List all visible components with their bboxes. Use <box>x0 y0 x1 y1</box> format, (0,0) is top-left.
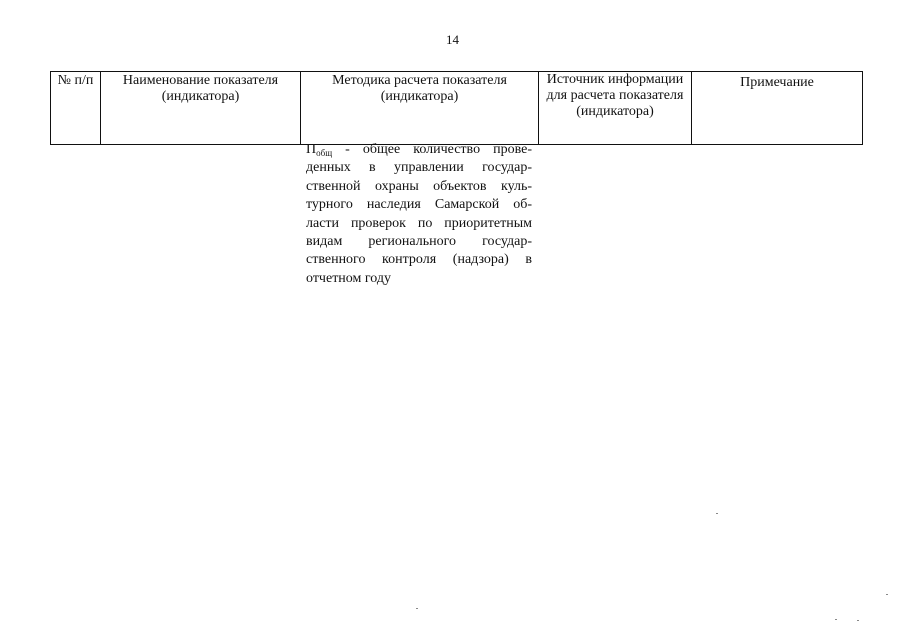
header-cell-information-source: Источник информации для расчета показателя (индикатора) <box>539 72 692 145</box>
header-cell-note: Примечание <box>692 72 863 145</box>
method-line-7: ственного контроля (надзора) в <box>306 252 532 268</box>
scan-speck <box>857 620 859 621</box>
page-number: 14 <box>446 32 459 47</box>
method-line-5: ласти проверок по приоритетным <box>306 215 532 231</box>
scan-speck <box>716 513 718 514</box>
calculation-method-text <box>306 141 532 288</box>
symbol: П <box>306 142 317 157</box>
method-line-3: ственной охраны объектов куль- <box>306 178 532 194</box>
method-line-8: отчетном году <box>306 270 392 286</box>
scan-speck <box>416 608 418 609</box>
method-line-1-text: - общее количество прове- <box>332 142 532 157</box>
indicator-table-header <box>50 71 863 145</box>
method-line-2: денных в управлении государ- <box>306 160 532 176</box>
symbol-subscript: общ <box>316 148 333 158</box>
method-line-6: видам регионального государ- <box>306 234 532 250</box>
table-header-row <box>51 72 863 145</box>
scan-speck <box>886 594 888 595</box>
method-line-1 <box>306 141 532 159</box>
method-line-4: турного наследия Самарской об- <box>306 197 532 213</box>
header-cell-indicator-name: Наименование показателя (индикатора) <box>101 72 301 145</box>
header-cell-calculation-method: Методика расчета показателя (индикатора) <box>301 72 539 145</box>
header-cell-number: № п/п <box>51 72 101 145</box>
scan-speck <box>835 619 837 620</box>
